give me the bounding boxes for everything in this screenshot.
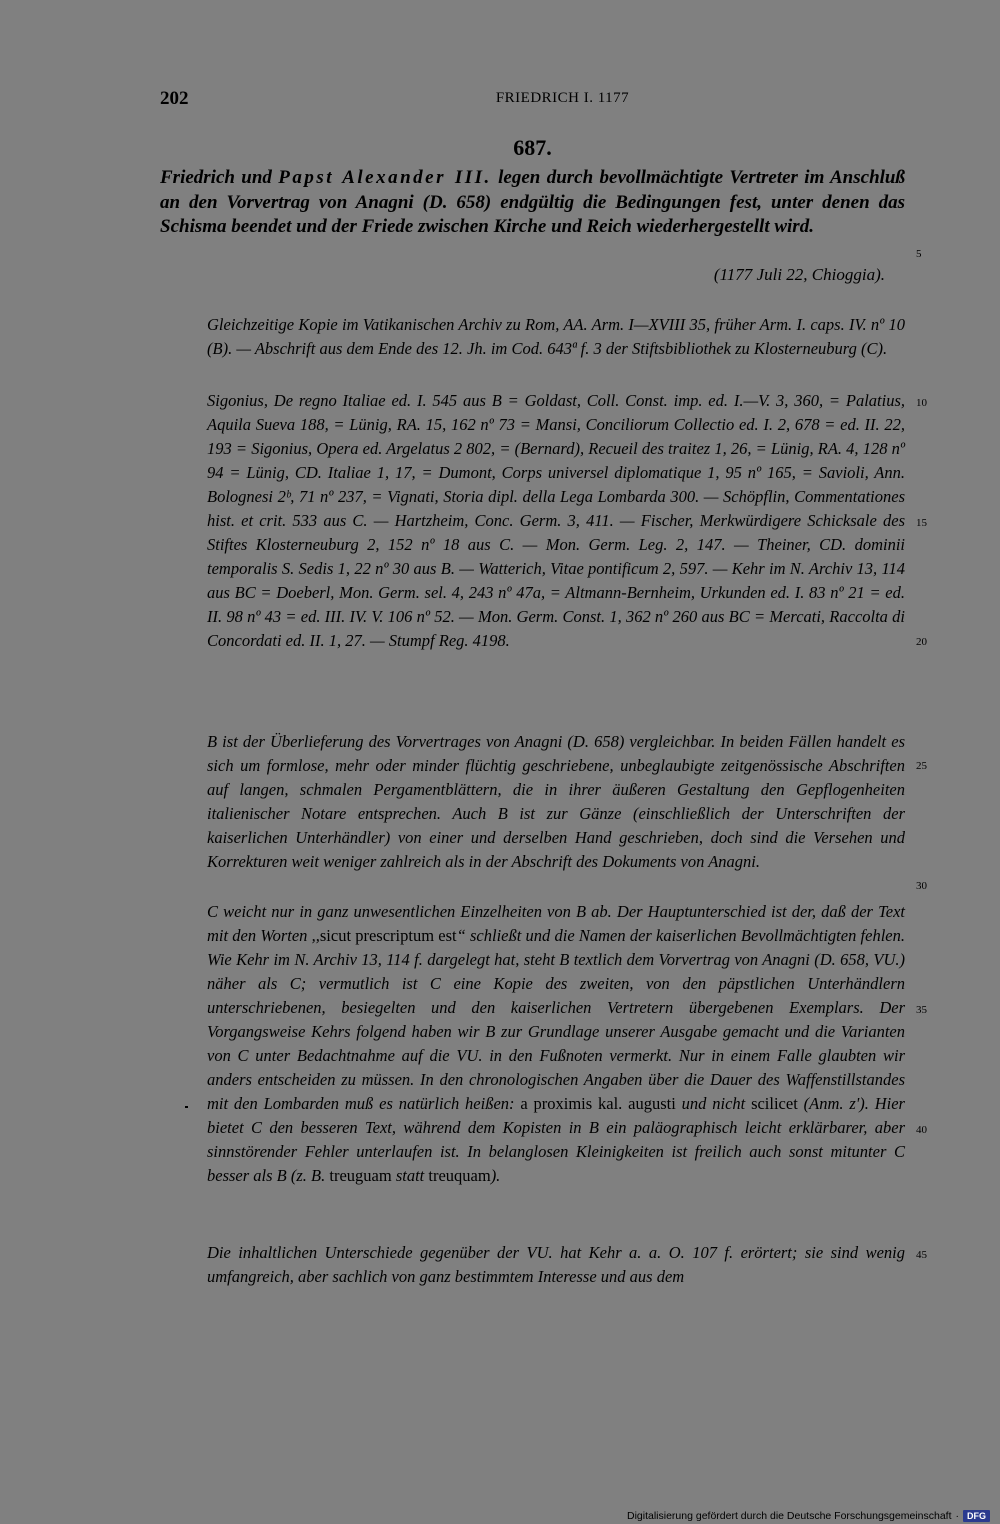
- line-number: 10: [916, 397, 927, 409]
- text-run: “ schließt und die Namen der kaiserlichen Bevollmächtigten fehlen. Wie Kehr im N. Archiv 13, 114 f. dargelegt hat, steht B textlich dem Vorvertrag von Anagni (D. 658, VU.) näher als C; vermutlich ist C eine Kopie des zweiten, von den päpstlichen Unterhändlern unterschriebenen, besiegelten und den kaiserlichen Vertretern übergebenen Exemplars. Der Vorgangsweise Kehrs folgend haben wir B zur Grundlage unserer Ausgabe gemacht und die Varianten von C unter Bedachtnahme auf die VU. in den Fußnoten vermerkt. Nur in einem Falle glaubten wir anders entscheiden zu müssen. In den chronologischen Angaben über die Dauer des Waffenstillstandes mit den Lombarden muß es natürlich heißen:: [207, 926, 905, 1113]
- paragraph-manuscripts: [207, 313, 905, 361]
- latin-quote: a proximis kal. augusti: [520, 1094, 676, 1113]
- paragraph-transmission: [207, 730, 905, 874]
- line-number: 40: [916, 1124, 927, 1136]
- dateline: (1177 Juli 22, Chioggia).: [713, 265, 885, 284]
- footer-credit-text: Digitalisierung gefördert durch die Deutsche Forschungsgemeinschaft: [626, 1510, 952, 1522]
- paragraph-variants: [207, 900, 905, 1188]
- text-run: ).: [490, 1166, 501, 1185]
- line-number: 35: [916, 1004, 927, 1016]
- document-summary: [160, 166, 905, 240]
- summary-text-end: legen durch bevollmächtigte Vertreter im Anschluß an den Vorvertrag von Anagni (D. 658) endgültig die Bedingungen fest, unter denen das Schisma beendet und der Friede zwischen Kirche und Reich wiederhergestellt wird.: [160, 167, 905, 237]
- footer-separator: ·: [955, 1510, 959, 1522]
- line-number: 45: [916, 1249, 927, 1261]
- line-number: 5: [916, 248, 922, 260]
- line-number: 20: [916, 636, 927, 648]
- paragraph-text: Sigonius, De regno Italiae ed. I. 545 aus B = Goldast, Coll. Const. imp. ed. I.—V. 3, 360, = Palatius, Aquila Sueva 188, = Lünig, RA. 15, 162 nº 73 = Mansi, Conciliorum Collectio ed. I. 2, 678 = ed. II. 22, 193 = Sigonius, Opera ed. Argelatus 2 802, = (Bernard), Recueil des traitez 1, 26, = Lünig, RA. 4, 128 nº 94 = Lünig, CD. Italiae 1, 17, = Dumont, Corps universel diplomatique 1, 95 nº 165, = Savioli, Ann. Bolognesi 2ᵇ, 71 nº 237, = Vignati, Storia dipl. della Lega Lombarda 300. — Schöpflin, Commentationes hist. et crit. 533 aus C. — Hartzheim, Conc. Germ. 3, 411. — Fischer, Merkwürdigere Schicksale des Stiftes Klosterneuburg 2, 152 nº 18 aus C. — Mon. Germ. Leg. 2, 147. — Theiner, CD. dominii temporalis S. Sedis 1, 22 nº 30 aus B. — Watterich, Vitae pontificum 2, 597. — Kehr im N. Archiv 13, 114 aus BC = Doeberl, Mon. Germ. sel. 4, 243 nº 47a, = Altmann-Bernheim, Urkunden ed. I. 83 nº 21 = ed. II. 98 nº 43 = ed. III. IV. V. 106 nº 52. — Mon. Germ. Const. 1, 362 nº 260 aus BC = Mercati, Raccolta di Concordati ed. II. 1, 27. — Stumpf Reg. 4198.: [207, 391, 905, 650]
- paragraph-editions: [207, 389, 905, 653]
- latin-quote: scilicet: [751, 1094, 798, 1113]
- stray-mark: [185, 1106, 188, 1108]
- document-number: 687.: [513, 135, 552, 160]
- dfg-logo-icon: DFG: [963, 1510, 990, 1522]
- paragraph-text: Gleichzeitige Kopie im Vatikanischen Archiv zu Rom, AA. Arm. I—XVIII 35, früher Arm. I. caps. IV. nº 10 (B). — Abschrift aus dem Ende des 12. Jh. im Cod. 643ª f. 3 der Stiftsbibliothek zu Klosterneuburg (C).: [207, 315, 905, 358]
- text-run: und nicht: [675, 1094, 752, 1113]
- text-run: C weicht nur in ganz unwesentlichen Einzelheiten von B ab. Der Hauptunterschied ist der, daß der Text mit den Worten ,,: [207, 902, 905, 945]
- text-run: statt: [391, 1166, 429, 1185]
- paragraph-differences: [207, 1241, 905, 1289]
- line-number: 15: [916, 517, 927, 529]
- paragraph-text: Die inhaltlichen Unterschiede gegenüber der VU. hat Kehr a. a. O. 107 f. erörtert; sie sind wenig umfangreich, aber sachlich von ganz bestimmtem Interesse und aus dem: [207, 1243, 905, 1286]
- text-run: (Anm. z'). Hier bietet C den besseren Text, während dem Kopisten in B ein paläographisch leicht erklärbarer, aber sinnstörender Fehler unterlaufen ist. In belanglosen Kleinigkeiten ist freilich auch sonst mitunter C besser als B (z. B.: [207, 1094, 905, 1185]
- paragraph-text: B ist der Überlieferung des Vorvertrages von Anagni (D. 658) vergleichbar. In beiden Fällen handelt es sich um formlose, mehr oder minder flüchtig geschriebene, unbeglaubigte zeitgenössische Abschriften auf langen, schmalen Pergamentblättern, die in ihrer äußeren Gestaltung den Gepflogenheiten italienischer Notare entsprechen. Auch B ist zur Gänze (einschließlich der Unterschriften der kaiserlichen Unterhändler) von einer und derselben Hand geschrieben, doch sind die Versehen und Korrekturen weit weniger zahlreich als in der Abschrift des Dokuments von Anagni.: [207, 732, 905, 871]
- latin-quote: treuguam: [329, 1166, 392, 1185]
- line-number: 25: [916, 760, 927, 772]
- line-number: 30: [916, 880, 927, 892]
- summary-text-start: Friedrich und: [160, 167, 279, 188]
- page-header: [160, 88, 905, 112]
- running-head: FRIEDRICH I. 1177: [495, 90, 630, 106]
- latin-quote: treuquam: [428, 1166, 491, 1185]
- summary-spaced-name: Papst Alexander III.: [278, 167, 492, 188]
- page-number: 202: [160, 88, 189, 109]
- footer-credit: [627, 1510, 990, 1522]
- paragraph-text: [207, 900, 905, 1188]
- latin-quote: sicut prescriptum est: [319, 926, 457, 945]
